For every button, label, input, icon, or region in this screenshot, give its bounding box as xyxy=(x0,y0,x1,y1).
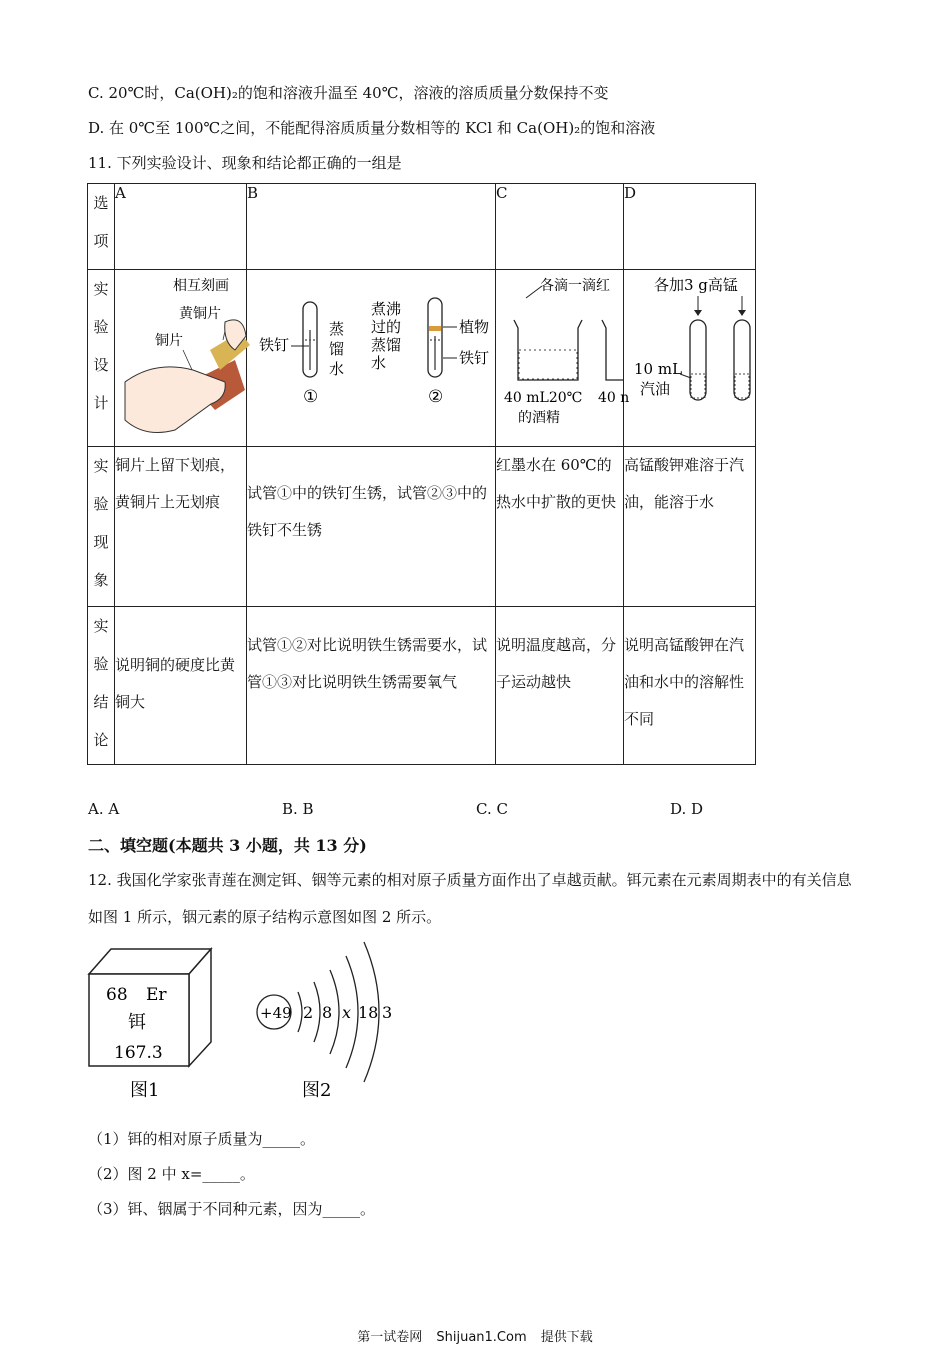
beaker-2 xyxy=(602,320,623,380)
answer-d: D. D xyxy=(670,800,704,818)
answer-b: B. B xyxy=(282,800,314,818)
figure-2-caption: 图2 xyxy=(302,1080,332,1101)
conclusion-b: 试管①②对比说明铁生锈需要水，试管①③对比说明铁生锈需要氧气 xyxy=(247,607,496,765)
experiment-table xyxy=(87,183,756,765)
label-tube-1: ① xyxy=(303,387,319,407)
option-c-text: C. 20℃时，Ca(OH)₂的饱和溶液升温至 40℃，溶液的溶质质量分数保持不变 xyxy=(88,84,609,102)
label-gasoline: 汽油 xyxy=(640,380,671,398)
label-beaker-1-alcohol: 的酒精 xyxy=(518,410,560,426)
phenomenon-d: 高锰酸钾难溶于汽油，能溶于水 xyxy=(624,447,756,607)
row-design-label: 实 验 设 计 xyxy=(88,270,115,447)
shell-4-count: 18 xyxy=(358,1003,379,1022)
label-boiled-water: 煮沸 xyxy=(371,300,402,318)
svg-text:水: 水 xyxy=(329,360,345,378)
section-2-heading: 二、填空题(本题共 3 小题，共 13 分) xyxy=(88,836,367,855)
shell-3-count: x xyxy=(342,1003,352,1022)
svg-text:水: 水 xyxy=(371,354,387,372)
phenomenon-b: 试管①中的铁钉生锈，试管②③中的铁钉不生锈 xyxy=(247,447,496,607)
shell-5-count: 3 xyxy=(382,1003,393,1022)
test-tube-water xyxy=(734,320,750,400)
label-vegetable-oil: 植物 xyxy=(459,318,490,336)
conclusion-c: 说明温度越高，分子运动越快 xyxy=(496,607,624,765)
header-label: 选 项 xyxy=(88,184,115,270)
conclusion-d: 说明高锰酸钾在汽油和水中的溶解性不同 xyxy=(624,607,756,765)
option-d-text: D. 在 0℃至 100℃之间，不能配得溶质质量分数相等的 KCl 和 Ca(OH)₂的饱和溶液 xyxy=(88,119,656,137)
col-b-header: B xyxy=(247,184,496,270)
sub-question-1: （1）铒的相对原子质量为_____。 xyxy=(88,1130,316,1148)
label-beaker-2-volume: 40 n xyxy=(598,390,630,406)
phenomenon-c: 红墨水在 60℃的热水中扩散的更快 xyxy=(496,447,624,607)
label-distilled-1: 蒸 xyxy=(329,320,345,338)
sub-question-3: （3）铒、铟属于不同种元素，因为_____。 xyxy=(88,1200,376,1218)
col-c-header: C xyxy=(496,184,624,270)
label-drop-red-ink: 各滴一滴红 xyxy=(540,278,610,294)
footer-text: 第一试卷网 Shijuan1.Com 提供下载 xyxy=(357,1330,593,1345)
row-conclusion-label: 实 验 结 论 xyxy=(88,607,115,765)
question-11-stem: 11. 下列实验设计、现象和结论都正确的一组是 xyxy=(88,154,402,172)
label-add-permanganate: 各加3 g高锰 xyxy=(654,276,738,294)
atomic-number: 68 xyxy=(106,985,128,1005)
element-name: 铒 xyxy=(128,1012,146,1033)
design-d-figure xyxy=(624,270,756,447)
figure-2-atom-diagram xyxy=(250,940,410,1104)
answer-a: A. A xyxy=(88,800,120,818)
atomic-mass: 167.3 xyxy=(114,1043,163,1063)
label-tube-2: ② xyxy=(428,387,444,407)
sub-question-2: （2）图 2 中 x=_____。 xyxy=(88,1165,255,1183)
svg-text:馏: 馏 xyxy=(329,340,345,358)
shell-2-count: 8 xyxy=(322,1003,333,1022)
figure-1-caption: 图1 xyxy=(130,1080,160,1101)
svg-text:过的: 过的 xyxy=(371,318,402,336)
phenomenon-a: 铜片上留下划痕，黄铜片上无划痕 xyxy=(115,447,247,607)
oil-layer xyxy=(429,326,441,331)
hand-shape xyxy=(125,367,225,433)
shell-1-count: 2 xyxy=(303,1003,314,1022)
design-b-figure xyxy=(247,270,496,447)
nucleus-charge: +49 xyxy=(260,1004,292,1022)
conclusion-a: 说明铜的硬度比黄铜大 xyxy=(115,607,247,765)
label-mutual-scratch: 相互刻画 xyxy=(173,278,229,294)
label-copper-sheet: 铜片 xyxy=(155,333,183,349)
test-tube-gasoline xyxy=(690,320,706,400)
label-nail-1: 铁钉 xyxy=(259,336,290,354)
svg-text:蒸馏: 蒸馏 xyxy=(371,336,402,354)
figure-1-element-card xyxy=(86,944,216,1104)
label-nail-2: 铁钉 xyxy=(459,349,490,367)
label-brass-sheet: 黄铜片 xyxy=(179,306,221,322)
label-beaker-1-volume: 40 mL20℃ xyxy=(504,390,583,406)
element-symbol: Er xyxy=(146,985,167,1005)
col-a-header: A xyxy=(115,184,247,270)
design-a-figure xyxy=(115,270,247,447)
answer-c: C. C xyxy=(476,800,508,818)
question-12-stem: 12. 我国化学家张青莲在测定铒、铟等元素的相对原子质量方面作出了卓越贡献。铒元素在元素周期表中的有关信息如图 1 所示，铟元素的原子结构示意图如图 2 所示。 xyxy=(88,871,852,926)
row-phenomenon-label: 实 验 现 象 xyxy=(88,447,115,607)
label-10ml: 10 mL xyxy=(634,360,683,378)
design-c-figure xyxy=(496,270,630,447)
col-d-header: D xyxy=(624,184,756,270)
